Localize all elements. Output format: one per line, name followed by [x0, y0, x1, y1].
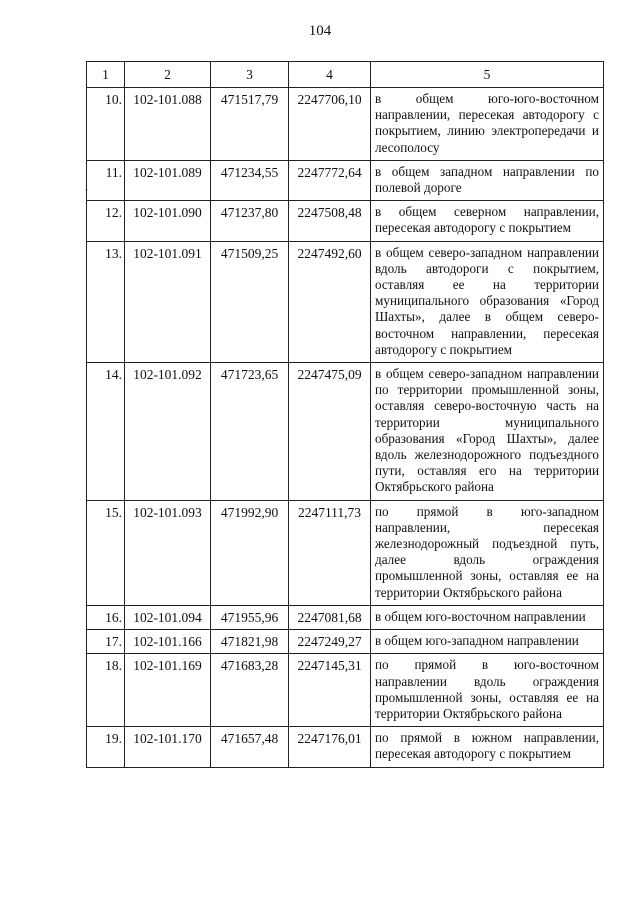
column-header: 2 — [125, 62, 211, 88]
coordinate-x: 471992,90 — [211, 500, 289, 605]
coordinate-x: 471517,79 — [211, 88, 289, 161]
point-id: 102-101.093 — [125, 500, 211, 605]
row-number: 14. — [87, 363, 125, 501]
point-id: 102-101.089 — [125, 160, 211, 200]
coordinate-y: 2247772,64 — [289, 160, 371, 200]
row-number: 19. — [87, 727, 125, 767]
coordinate-y: 2247508,48 — [289, 201, 371, 241]
coordinate-x: 471234,55 — [211, 160, 289, 200]
row-number: 17. — [87, 630, 125, 654]
boundary-description: по прямой в южном направлении, пересекая автодорогу с покрытием — [371, 727, 604, 767]
coordinate-x: 471723,65 — [211, 363, 289, 501]
row-number: 15. — [87, 500, 125, 605]
point-id: 102-101.170 — [125, 727, 211, 767]
row-number: 12. — [87, 201, 125, 241]
point-id: 102-101.091 — [125, 241, 211, 362]
boundary-description: по прямой в юго-западном направлении, пересекая железнодорожный подъездной путь, далее вдоль ограждения промышленной зоны, оставляя ее на территории Октябрьского района — [371, 500, 604, 605]
coordinate-y: 2247475,09 — [289, 363, 371, 501]
coordinate-y: 2247492,60 — [289, 241, 371, 362]
coordinate-x: 471683,28 — [211, 654, 289, 727]
row-number: 11. — [87, 160, 125, 200]
column-header: 3 — [211, 62, 289, 88]
coordinate-x: 471657,48 — [211, 727, 289, 767]
coordinate-y: 2247249,27 — [289, 630, 371, 654]
coordinate-x: 471955,96 — [211, 605, 289, 629]
coordinate-y: 2247176,01 — [289, 727, 371, 767]
table-row — [87, 605, 604, 629]
point-id: 102-101.094 — [125, 605, 211, 629]
table-row — [87, 727, 604, 767]
table-row — [87, 500, 604, 605]
table-row — [87, 654, 604, 727]
coordinate-y: 2247081,68 — [289, 605, 371, 629]
table-row — [87, 201, 604, 241]
table-header-row — [87, 62, 604, 88]
point-id: 102-101.169 — [125, 654, 211, 727]
column-header: 4 — [289, 62, 371, 88]
table-row — [87, 88, 604, 161]
boundary-description: в общем северо-западном направлении вдоль автодороги с покрытием, оставляя ее на территории муниципального образования «Город Шахты», далее в общем северо-восточном направлении, пересекая автодорогу с покрытием — [371, 241, 604, 362]
stray-mark: - — [85, 185, 88, 194]
coordinate-y: 2247111,73 — [289, 500, 371, 605]
table-row — [87, 630, 604, 654]
boundary-description: в общем юго-западном направлении — [371, 630, 604, 654]
point-id: 102-101.092 — [125, 363, 211, 501]
column-header: 5 — [371, 62, 604, 88]
row-number: 13. — [87, 241, 125, 362]
row-number: 18. — [87, 654, 125, 727]
boundary-description: в общем юго-восточном направлении — [371, 605, 604, 629]
coordinate-x: 471509,25 — [211, 241, 289, 362]
point-id: 102-101.088 — [125, 88, 211, 161]
point-id: 102-101.166 — [125, 630, 211, 654]
boundary-description: по прямой в юго-восточном направлении вдоль ограждения промышленной зоны, оставляя ее на территории Октябрьского района — [371, 654, 604, 727]
coordinate-x: 471237,80 — [211, 201, 289, 241]
table-row — [87, 160, 604, 200]
coordinate-y: 2247145,31 — [289, 654, 371, 727]
table-body — [87, 62, 604, 768]
page-number: 104 — [308, 23, 332, 39]
boundary-description: в общем западном направлении по полевой дороге — [371, 160, 604, 200]
table-row — [87, 363, 604, 501]
table-row — [87, 241, 604, 362]
coordinate-y: 2247706,10 — [289, 88, 371, 161]
row-number: 16. — [87, 605, 125, 629]
column-header: 1 — [87, 62, 125, 88]
boundary-description: в общем северном направлении, пересекая автодорогу с покрытием — [371, 201, 604, 241]
boundary-description: в общем юго-юго-восточном направлении, пересекая автодорогу с покрытием, линию электропередачи и лесополосу — [371, 88, 604, 161]
boundary-description: в общем северо-западном направлении по территории промышленной зоны, оставляя северо-восточную часть на территории муниципального образования «Город Шахты», далее вдоль железнодорожного подъездного пути, оставляя его на территории Октябрьского района — [371, 363, 604, 501]
coordinates-table — [86, 61, 604, 768]
coordinate-x: 471821,98 — [211, 630, 289, 654]
row-number: 10. — [87, 88, 125, 161]
point-id: 102-101.090 — [125, 201, 211, 241]
